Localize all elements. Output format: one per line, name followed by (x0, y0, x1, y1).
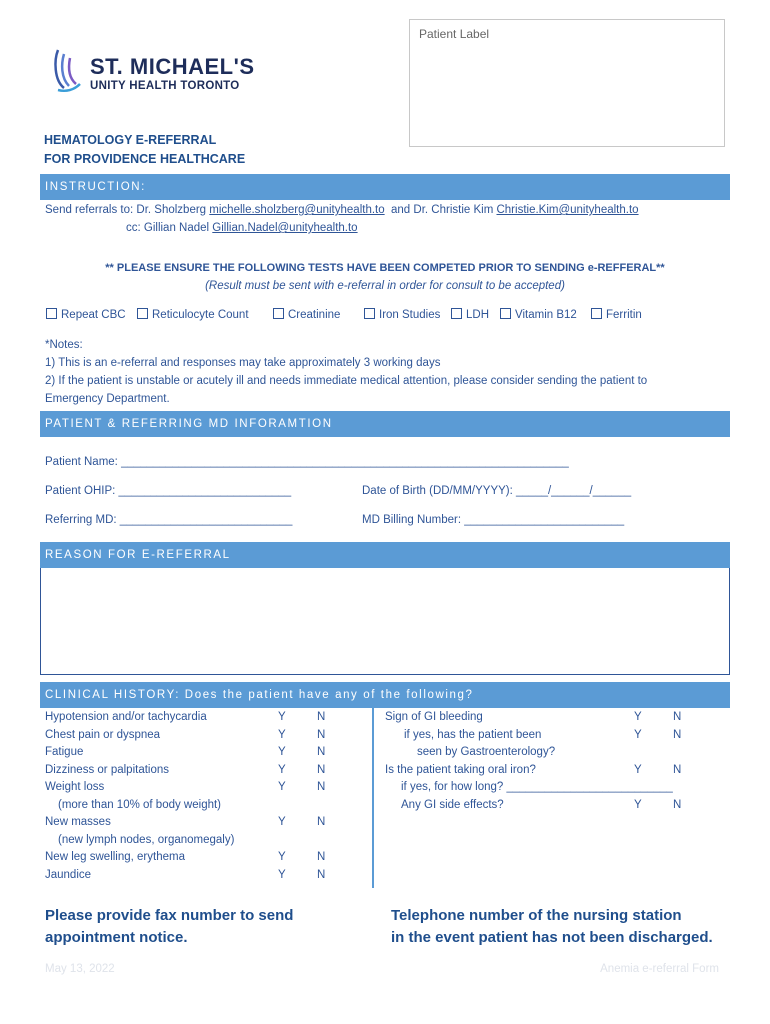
history-label: Weight loss (45, 781, 105, 793)
history-sublabel: (more than 10% of body weight) (58, 798, 222, 811)
no-option[interactable]: N (317, 728, 326, 741)
note-1: 1) This is an e-referral and responses may take approximately 3 working days (45, 357, 441, 369)
send-prefix: Send referrals to: Dr. Sholzberg (45, 204, 207, 216)
no-option[interactable]: N (317, 746, 326, 758)
history-label: Chest pain or dyspnea (45, 728, 161, 741)
test-creatinine[interactable]: Creatinine (273, 308, 340, 321)
column-divider (372, 708, 374, 888)
test-ferritin[interactable]: Ferritin (591, 308, 642, 321)
date-of-birth-field[interactable]: Date of Birth (DD/MM/YYYY): _____/______/______ (362, 485, 632, 497)
history-label: Dizziness or palpitations (45, 763, 170, 776)
history-label: Sign of GI bleeding (385, 711, 483, 723)
yes-option[interactable]: Y (634, 728, 642, 741)
history-label: Is the patient taking oral iron? (385, 763, 536, 776)
notes-heading: *Notes: (45, 339, 83, 351)
fax-instruction (45, 905, 293, 949)
test-ldh[interactable]: LDH (451, 308, 489, 321)
phone-line1: Telephone number of the nursing station (391, 907, 682, 924)
no-option[interactable]: N (673, 728, 682, 741)
instruction-header: INSTRUCTION: (40, 174, 730, 200)
fax-line1: Please provide fax number to send (45, 907, 294, 924)
result-notice: (Result must be sent with e-referral in order for consult to be accepted) (205, 280, 565, 292)
no-option[interactable]: N (317, 781, 326, 793)
phone-line2: in the event patient has not been discharged. (391, 929, 713, 946)
history-sublabel: (new lymph nodes, organomegaly) (58, 833, 235, 846)
patient-label-box[interactable] (409, 19, 725, 147)
yes-option[interactable]: Y (278, 711, 286, 723)
ensure-tests-notice: ** PLEASE ENSURE THE FOLLOWING TESTS HAVE BEEN COMPETED PRIOR TO SENDING e-REFFERAL** (105, 262, 665, 274)
logo (52, 46, 272, 98)
yes-option[interactable]: Y (278, 816, 286, 828)
test-repeat-cbc[interactable]: Repeat CBC (46, 308, 126, 321)
checkbox-icon[interactable] (273, 308, 284, 319)
referring-md-field[interactable]: Referring MD: ___________________________ (45, 514, 293, 526)
history-sublabel: if yes, has the patient been (404, 728, 542, 741)
checkbox-icon[interactable] (451, 308, 462, 319)
email-sholzberg-link[interactable]: michelle.sholzberg@unityhealth.to (209, 204, 385, 216)
patient-label-text: Patient Label (419, 27, 490, 41)
history-label: New masses (45, 816, 111, 828)
email-kim-link[interactable]: Christie.Kim@unityhealth.to (496, 204, 639, 216)
test-iron-studies[interactable]: Iron Studies (364, 308, 440, 321)
phone-instruction (391, 905, 713, 949)
form-title (44, 131, 245, 169)
patient-name-field[interactable]: Patient Name: ______________________________________________________________________ (45, 456, 569, 468)
md-billing-field[interactable]: MD Billing Number: _________________________ (362, 514, 625, 526)
checkbox-icon[interactable] (137, 308, 148, 319)
logo-subtitle: UNITY HEALTH TORONTO (90, 80, 240, 92)
no-option[interactable]: N (317, 816, 326, 828)
history-label: Jaundice (45, 868, 92, 881)
yes-option[interactable]: Y (278, 746, 286, 758)
fax-line2: appointment notice. (45, 929, 188, 946)
history-label: New leg swelling, erythema (45, 851, 185, 863)
no-option[interactable]: N (317, 711, 326, 723)
iron-duration-field[interactable]: if yes, for how long? __________________________ (401, 781, 673, 793)
test-vitamin-b12[interactable]: Vitamin B12 (500, 308, 577, 321)
checkbox-icon[interactable] (46, 308, 57, 319)
no-option[interactable]: N (317, 851, 326, 863)
form-title-line2: FOR PROVIDENCE HEALTHCARE (44, 152, 246, 166)
checkbox-icon[interactable] (591, 308, 602, 319)
history-label: Fatigue (45, 746, 84, 758)
clinical-history-header: CLINICAL HISTORY: Does the patient have any of the following? (40, 682, 730, 708)
yes-option[interactable]: Y (278, 781, 286, 793)
email-nadel-link[interactable]: Gillian.Nadel@unityhealth.to (212, 222, 358, 234)
cc-line (126, 222, 358, 234)
history-sublabel: Any GI side effects? (401, 798, 504, 811)
logo-name: ST. MICHAEL'S (90, 54, 255, 79)
no-option[interactable]: N (673, 798, 682, 811)
yes-option[interactable]: Y (278, 728, 286, 741)
yes-option[interactable]: Y (634, 798, 642, 811)
no-option[interactable]: N (317, 868, 326, 881)
yes-option[interactable]: Y (278, 868, 286, 881)
footer-date: May 13, 2022 (45, 963, 115, 975)
yes-option[interactable]: Y (634, 711, 642, 723)
form-title-line1: HEMATOLOGY E-REFERRAL (44, 133, 217, 147)
yes-option[interactable]: Y (278, 851, 286, 863)
notes (45, 336, 647, 408)
no-option[interactable]: N (317, 763, 326, 776)
reason-header: REASON FOR E-REFERRAL (40, 542, 730, 568)
logo-mark-icon (52, 46, 84, 94)
history-label: Hypotension and/or tachycardia (45, 711, 207, 723)
patient-info-header: PATIENT & REFERRING MD INFORAMTION (40, 411, 730, 437)
send-referrals-line (45, 204, 639, 216)
note-2-cont: Emergency Department. (45, 393, 170, 405)
reason-input-box[interactable] (40, 568, 730, 675)
yes-option[interactable]: Y (634, 763, 642, 776)
send-mid: and Dr. Christie Kim (391, 204, 494, 216)
test-reticulocyte[interactable]: Reticulocyte Count (137, 308, 249, 321)
history-sublabel: seen by Gastroenterology? (417, 746, 556, 758)
cc-prefix: cc: Gillian Nadel (126, 222, 210, 234)
no-option[interactable]: N (673, 763, 682, 776)
note-2: 2) If the patient is unstable or acutely ill and needs immediate medical attention, please consider sending the patient to (45, 375, 648, 387)
footer-form-name: Anemia e-referral Form (600, 963, 719, 975)
checkbox-icon[interactable] (500, 308, 511, 319)
yes-option[interactable]: Y (278, 763, 286, 776)
checkbox-icon[interactable] (364, 308, 375, 319)
patient-ohip-field[interactable]: Patient OHIP: ___________________________ (45, 485, 292, 497)
no-option[interactable]: N (673, 711, 682, 723)
